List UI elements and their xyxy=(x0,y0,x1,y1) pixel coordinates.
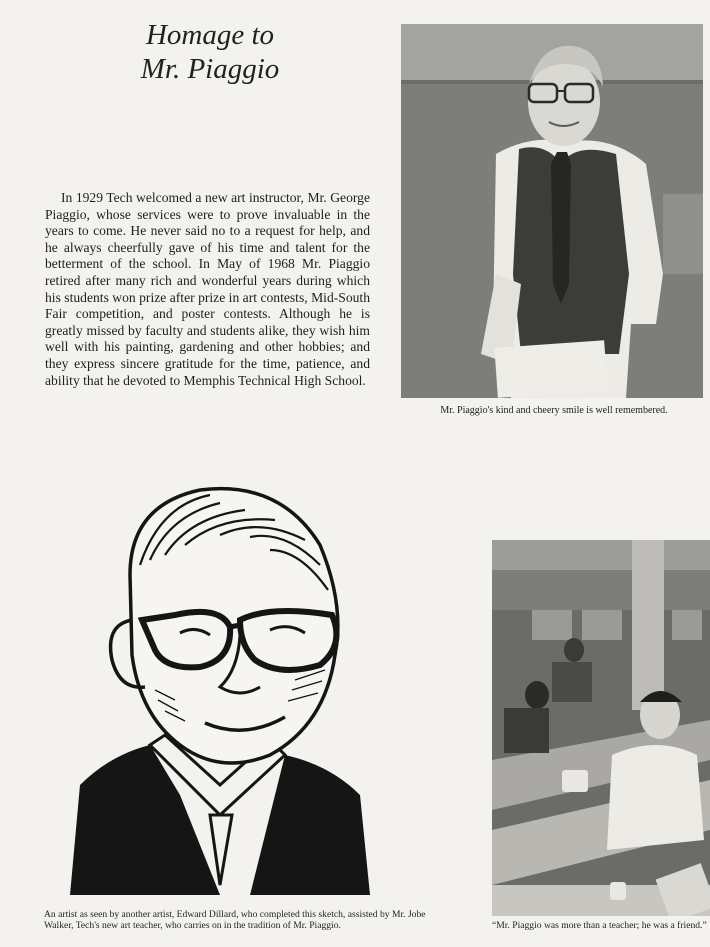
title-line-2: Mr. Piaggio xyxy=(140,53,280,85)
tribute-paragraph: In 1929 Tech welcomed a new art instructor, Mr. George Piaggio, whose services were to prove invaluable in the years to come. He never said no to a request for help, and he always cheerfully gave of his time and talent for the betterment of the school. In May of 1968 Mr. Piaggio retired after many rich and wonderful years during which his students won prize after prize in art contests, Mid-South Fair competition, and poster contests. Although he is greatly missed by faculty and students alike, they wish him well with his painting, gardening and other hobbies; and they express sincere gratitude for the time, patience, and ability that he devoted to Memphis Technical High School. xyxy=(45,190,370,388)
portrait-caption: Mr. Piaggio's kind and cheery smile is well remembered. xyxy=(440,405,668,416)
page-title xyxy=(60,18,360,86)
classroom-caption: “Mr. Piaggio was more than a teacher; he was a friend.” xyxy=(492,920,707,931)
portrait-sketch xyxy=(70,455,370,895)
sketch-caption: An artist as seen by another artist, Edward Dillard, who completed this sketch, assisted by Mr. Jobe Walker, Tech's new art teacher, who carries on in the tradition of Mr. Piaggio. xyxy=(44,909,426,931)
title-line-1: Homage to xyxy=(145,19,275,51)
classroom-photo xyxy=(492,540,710,916)
portrait-photo xyxy=(401,24,703,398)
